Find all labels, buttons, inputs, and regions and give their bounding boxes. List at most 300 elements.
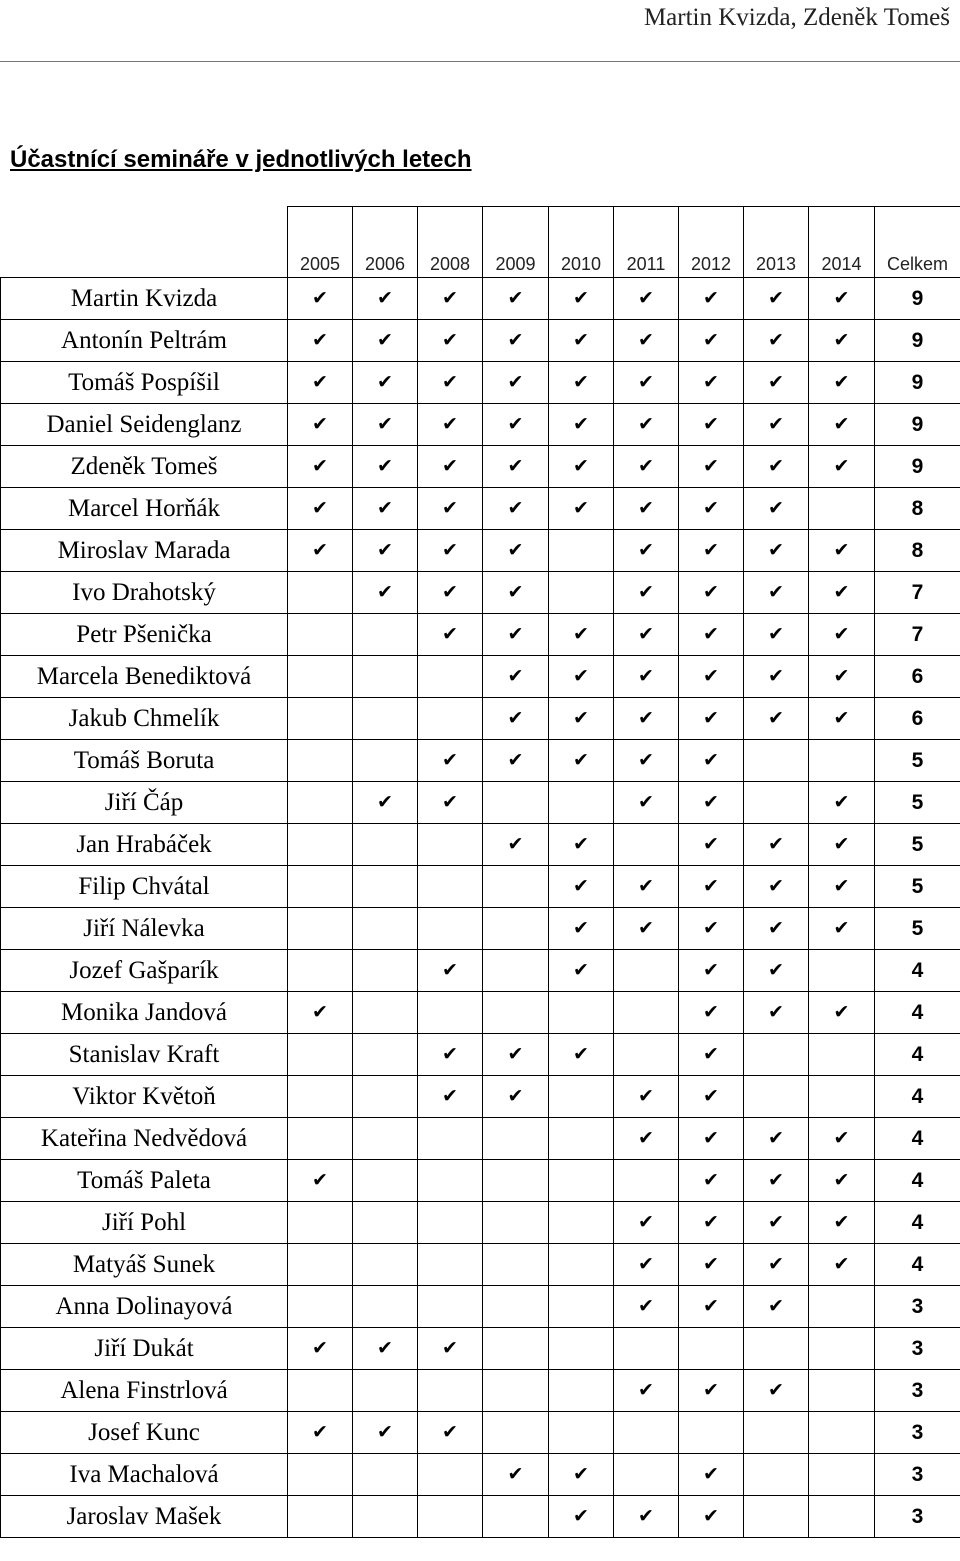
year-cell (744, 1328, 809, 1370)
checkmark-icon: ✔ (507, 832, 524, 855)
checkmark-icon: ✔ (768, 664, 784, 687)
year-cell (679, 1412, 744, 1454)
table-header-row (1, 207, 960, 278)
year-cell (288, 446, 353, 488)
year-cell (549, 656, 614, 698)
checkmark-icon: ✔ (507, 580, 524, 603)
year-cell (679, 614, 744, 656)
year-cell (744, 908, 809, 950)
year-cell (483, 866, 549, 908)
checkmark-icon: ✔ (703, 706, 719, 729)
year-cell (549, 1328, 614, 1370)
year-cell (353, 1118, 418, 1160)
participant-name: Tomáš Pospíšil (1, 362, 288, 404)
checkmark-icon: ✔ (833, 580, 850, 603)
year-cell (744, 1286, 809, 1328)
participant-name: Kateřina Nedvědová (1, 1118, 288, 1160)
year-cell (549, 698, 614, 740)
year-cell (288, 1118, 353, 1160)
year-cell (549, 866, 614, 908)
participant-name: Antonín Peltrám (1, 320, 288, 362)
year-cell (353, 1370, 418, 1412)
checkmark-icon: ✔ (442, 790, 458, 813)
year-cell (809, 866, 875, 908)
year-cell (353, 908, 418, 950)
year-cell (418, 446, 483, 488)
checkmark-icon: ✔ (768, 622, 784, 645)
year-cell (353, 782, 418, 824)
participant-name: Jozef Gašparík (1, 950, 288, 992)
year-cell (679, 1496, 744, 1538)
checkmark-icon: ✔ (703, 1084, 719, 1107)
table-row (1, 1244, 960, 1286)
year-cell (809, 320, 875, 362)
checkmark-icon: ✔ (573, 622, 589, 645)
checkmark-icon: ✔ (507, 1462, 524, 1485)
participant-name: Alena Finstrlová (1, 1370, 288, 1412)
year-cell (418, 866, 483, 908)
checkmark-icon: ✔ (768, 496, 784, 519)
column-header (483, 207, 549, 278)
year-cell (614, 1076, 679, 1118)
total-count: 9 (875, 362, 960, 404)
checkmark-icon: ✔ (768, 1378, 784, 1401)
year-cell (353, 1160, 418, 1202)
checkmark-icon: ✔ (768, 916, 784, 939)
table-row (1, 488, 960, 530)
checkmark-icon: ✔ (833, 1210, 850, 1233)
total-count: 3 (875, 1370, 960, 1412)
checkmark-icon: ✔ (507, 1084, 524, 1107)
year-cell (614, 782, 679, 824)
checkmark-icon: ✔ (573, 1462, 589, 1485)
checkmark-icon: ✔ (507, 370, 524, 393)
participant-name: Marcel Horňák (1, 488, 288, 530)
checkmark-icon: ✔ (638, 790, 654, 813)
year-cell (614, 698, 679, 740)
checkmark-icon: ✔ (833, 706, 850, 729)
participant-name: Jiří Čáp (1, 782, 288, 824)
year-cell (418, 614, 483, 656)
year-cell (288, 1076, 353, 1118)
year-cell (483, 698, 549, 740)
year-cell (288, 740, 353, 782)
year-cell (418, 1034, 483, 1076)
year-cell (679, 1370, 744, 1412)
year-cell (809, 740, 875, 782)
year-cell (809, 446, 875, 488)
checkmark-icon: ✔ (507, 454, 524, 477)
year-cell (549, 572, 614, 614)
year-cell (809, 572, 875, 614)
year-cell (679, 1454, 744, 1496)
checkmark-icon: ✔ (377, 286, 393, 309)
total-count: 4 (875, 1034, 960, 1076)
year-cell (418, 1076, 483, 1118)
checkmark-icon: ✔ (768, 328, 784, 351)
participant-name: Filip Chvátal (1, 866, 288, 908)
table-body (1, 278, 960, 1538)
checkmark-icon: ✔ (768, 1126, 784, 1149)
checkmark-icon: ✔ (638, 286, 654, 309)
year-cell (679, 362, 744, 404)
year-cell (744, 1454, 809, 1496)
year-cell (744, 1202, 809, 1244)
year-cell (483, 1076, 549, 1118)
year-cell (679, 698, 744, 740)
checkmark-icon: ✔ (377, 1336, 393, 1359)
checkmark-icon: ✔ (768, 286, 784, 309)
table-row (1, 1160, 960, 1202)
year-cell (744, 1496, 809, 1538)
checkmark-icon: ✔ (768, 958, 784, 981)
column-header (418, 207, 483, 278)
year-cell (288, 1412, 353, 1454)
year-cell (614, 824, 679, 866)
year-cell (744, 1412, 809, 1454)
section-title: Účastnící semináře v jednotlivých letech (10, 146, 472, 173)
table-row (1, 404, 960, 446)
year-cell (679, 950, 744, 992)
checkmark-icon: ✔ (833, 790, 850, 813)
checkmark-icon: ✔ (768, 580, 784, 603)
year-cell (809, 1160, 875, 1202)
year-cell (418, 824, 483, 866)
year-cell (418, 1118, 483, 1160)
year-cell (809, 1496, 875, 1538)
year-cell (679, 1034, 744, 1076)
checkmark-icon: ✔ (638, 1210, 654, 1233)
header-corner (1, 207, 288, 278)
checkmark-icon: ✔ (377, 328, 393, 351)
year-cell (679, 404, 744, 446)
participant-name: Jaroslav Mašek (1, 1496, 288, 1538)
table-row (1, 1496, 960, 1538)
total-count: 4 (875, 1202, 960, 1244)
total-count: 5 (875, 782, 960, 824)
year-cell (483, 530, 549, 572)
year-cell (549, 1286, 614, 1328)
year-cell (418, 908, 483, 950)
checkmark-icon: ✔ (442, 622, 458, 645)
checkmark-icon: ✔ (507, 748, 524, 771)
checkmark-icon: ✔ (768, 370, 784, 393)
year-cell (418, 1370, 483, 1412)
checkmark-icon: ✔ (638, 1294, 654, 1317)
total-count: 4 (875, 1160, 960, 1202)
year-cell (418, 1328, 483, 1370)
column-header-total (875, 207, 960, 278)
year-cell (679, 278, 744, 320)
checkmark-icon: ✔ (442, 370, 458, 393)
year-cell (614, 950, 679, 992)
year-cell (549, 824, 614, 866)
table-row (1, 866, 960, 908)
year-label: 2010 (560, 254, 602, 274)
year-cell (809, 278, 875, 320)
year-cell (418, 1244, 483, 1286)
participant-name: Petr Pšenička (1, 614, 288, 656)
table-row (1, 698, 960, 740)
checkmark-icon: ✔ (703, 1462, 719, 1485)
year-cell (679, 1286, 744, 1328)
checkmark-icon: ✔ (703, 1042, 719, 1065)
total-count: 5 (875, 908, 960, 950)
checkmark-icon: ✔ (703, 1210, 719, 1233)
year-cell (288, 320, 353, 362)
participant-name: Matyáš Sunek (1, 1244, 288, 1286)
table-row (1, 572, 960, 614)
year-cell (744, 404, 809, 446)
year-cell (418, 1412, 483, 1454)
participant-name: Josef Kunc (1, 1412, 288, 1454)
year-cell (483, 572, 549, 614)
year-cell (483, 278, 549, 320)
year-cell (418, 1160, 483, 1202)
year-cell (809, 698, 875, 740)
year-cell (353, 488, 418, 530)
year-cell (549, 740, 614, 782)
year-cell (353, 1454, 418, 1496)
year-cell (353, 1496, 418, 1538)
year-cell (549, 1034, 614, 1076)
page-header-authors: Martin Kvizda, Zdeněk Tomeš (643, 4, 950, 31)
year-cell (353, 1076, 418, 1118)
year-cell (679, 656, 744, 698)
total-count: 7 (875, 614, 960, 656)
table-row (1, 320, 960, 362)
year-cell (744, 656, 809, 698)
year-label: 2005 (299, 254, 341, 274)
checkmark-icon: ✔ (312, 370, 328, 393)
participant-name: Tomáš Paleta (1, 1160, 288, 1202)
participant-name: Jan Hrabáček (1, 824, 288, 866)
year-cell (679, 992, 744, 1034)
participant-name: Iva Machalová (1, 1454, 288, 1496)
year-cell (288, 488, 353, 530)
checkmark-icon: ✔ (377, 790, 393, 813)
table-row (1, 1076, 960, 1118)
year-cell (809, 1076, 875, 1118)
year-cell (483, 446, 549, 488)
year-cell (418, 740, 483, 782)
year-cell (483, 1496, 549, 1538)
checkmark-icon: ✔ (833, 1252, 850, 1275)
checkmark-icon: ✔ (638, 1504, 654, 1527)
table-row (1, 908, 960, 950)
checkmark-icon: ✔ (573, 412, 589, 435)
column-header (744, 207, 809, 278)
checkmark-icon: ✔ (833, 370, 850, 393)
participant-name: Tomáš Boruta (1, 740, 288, 782)
table-row (1, 992, 960, 1034)
checkmark-icon: ✔ (442, 1336, 458, 1359)
table-row (1, 950, 960, 992)
checkmark-icon: ✔ (312, 1420, 328, 1443)
table-row (1, 1454, 960, 1496)
checkmark-icon: ✔ (573, 454, 589, 477)
checkmark-icon: ✔ (768, 1000, 784, 1023)
year-cell (483, 1412, 549, 1454)
year-cell (679, 782, 744, 824)
year-cell (483, 614, 549, 656)
checkmark-icon: ✔ (768, 706, 784, 729)
total-count: 3 (875, 1454, 960, 1496)
checkmark-icon: ✔ (638, 580, 654, 603)
checkmark-icon: ✔ (377, 454, 393, 477)
year-cell (614, 1202, 679, 1244)
checkmark-icon: ✔ (833, 1126, 850, 1149)
table-row (1, 656, 960, 698)
year-cell (288, 656, 353, 698)
checkmark-icon: ✔ (833, 916, 850, 939)
year-cell (614, 1286, 679, 1328)
year-cell (483, 908, 549, 950)
year-cell (614, 530, 679, 572)
total-count: 3 (875, 1286, 960, 1328)
year-cell (614, 404, 679, 446)
checkmark-icon: ✔ (768, 1210, 784, 1233)
checkmark-icon: ✔ (573, 1504, 589, 1527)
checkmark-icon: ✔ (703, 580, 719, 603)
checkmark-icon: ✔ (507, 328, 524, 351)
year-cell (418, 782, 483, 824)
checkmark-icon: ✔ (442, 1420, 458, 1443)
year-cell (288, 1034, 353, 1076)
year-cell (614, 1160, 679, 1202)
table-row (1, 1412, 960, 1454)
column-header (679, 207, 744, 278)
year-cell (549, 404, 614, 446)
year-cell (614, 572, 679, 614)
year-cell (549, 278, 614, 320)
year-cell (549, 1370, 614, 1412)
checkmark-icon: ✔ (573, 1042, 589, 1065)
participant-name: Jiří Dukát (1, 1328, 288, 1370)
year-cell (744, 950, 809, 992)
total-count: 4 (875, 992, 960, 1034)
checkmark-icon: ✔ (638, 412, 654, 435)
checkmark-icon: ✔ (768, 1168, 784, 1191)
year-cell (288, 530, 353, 572)
year-cell (483, 824, 549, 866)
year-cell (614, 1496, 679, 1538)
column-header (353, 207, 418, 278)
year-cell (483, 1118, 549, 1160)
year-label: 2009 (495, 254, 536, 274)
checkmark-icon: ✔ (377, 496, 393, 519)
year-cell (679, 320, 744, 362)
column-header (288, 207, 353, 278)
year-cell (418, 362, 483, 404)
year-cell (809, 1034, 875, 1076)
year-cell (483, 1370, 549, 1412)
year-label: 2012 (690, 254, 732, 274)
checkmark-icon: ✔ (768, 538, 784, 561)
year-cell (418, 320, 483, 362)
year-cell (744, 698, 809, 740)
year-cell (353, 1286, 418, 1328)
year-cell (483, 404, 549, 446)
year-cell (809, 1370, 875, 1412)
year-cell (809, 656, 875, 698)
year-cell (679, 1076, 744, 1118)
year-cell (614, 1328, 679, 1370)
checkmark-icon: ✔ (833, 538, 850, 561)
year-cell (809, 1118, 875, 1160)
year-cell (809, 782, 875, 824)
year-cell (614, 1412, 679, 1454)
table-row (1, 362, 960, 404)
checkmark-icon: ✔ (703, 454, 719, 477)
year-cell (549, 1118, 614, 1160)
participant-name: Jiří Pohl (1, 1202, 288, 1244)
total-count: 9 (875, 278, 960, 320)
year-cell (353, 824, 418, 866)
year-cell (744, 1370, 809, 1412)
checkmark-icon: ✔ (638, 748, 654, 771)
year-cell (679, 530, 744, 572)
checkmark-icon: ✔ (638, 1378, 654, 1401)
checkmark-icon: ✔ (312, 538, 328, 561)
checkmark-icon: ✔ (507, 664, 524, 687)
table-row (1, 614, 960, 656)
year-cell (679, 1328, 744, 1370)
total-count: 7 (875, 572, 960, 614)
checkmark-icon: ✔ (442, 748, 458, 771)
year-cell (614, 362, 679, 404)
checkmark-icon: ✔ (703, 622, 719, 645)
year-cell (353, 992, 418, 1034)
checkmark-icon: ✔ (507, 1042, 524, 1065)
year-cell (418, 278, 483, 320)
total-count: 6 (875, 698, 960, 740)
year-cell (353, 614, 418, 656)
checkmark-icon: ✔ (703, 1378, 719, 1401)
year-cell (418, 488, 483, 530)
year-cell (744, 278, 809, 320)
year-cell (353, 278, 418, 320)
year-cell (809, 824, 875, 866)
participant-name: Martin Kvizda (1, 278, 288, 320)
checkmark-icon: ✔ (833, 286, 850, 309)
year-cell (549, 1076, 614, 1118)
year-cell (483, 488, 549, 530)
checkmark-icon: ✔ (638, 622, 654, 645)
year-cell (549, 1454, 614, 1496)
year-cell (679, 572, 744, 614)
attendance-table (0, 206, 960, 1538)
table-row (1, 1328, 960, 1370)
year-cell (614, 1454, 679, 1496)
checkmark-icon: ✔ (768, 874, 784, 897)
year-cell (288, 992, 353, 1034)
year-cell (679, 740, 744, 782)
table-row (1, 1286, 960, 1328)
year-label: 2006 (364, 254, 406, 274)
checkmark-icon: ✔ (703, 748, 719, 771)
year-cell (614, 446, 679, 488)
year-cell (549, 614, 614, 656)
year-cell (418, 950, 483, 992)
participant-name: Viktor Květoň (1, 1076, 288, 1118)
year-cell (353, 446, 418, 488)
year-cell (549, 950, 614, 992)
checkmark-icon: ✔ (507, 706, 524, 729)
checkmark-icon: ✔ (833, 412, 850, 435)
year-cell (288, 614, 353, 656)
year-cell (288, 1160, 353, 1202)
